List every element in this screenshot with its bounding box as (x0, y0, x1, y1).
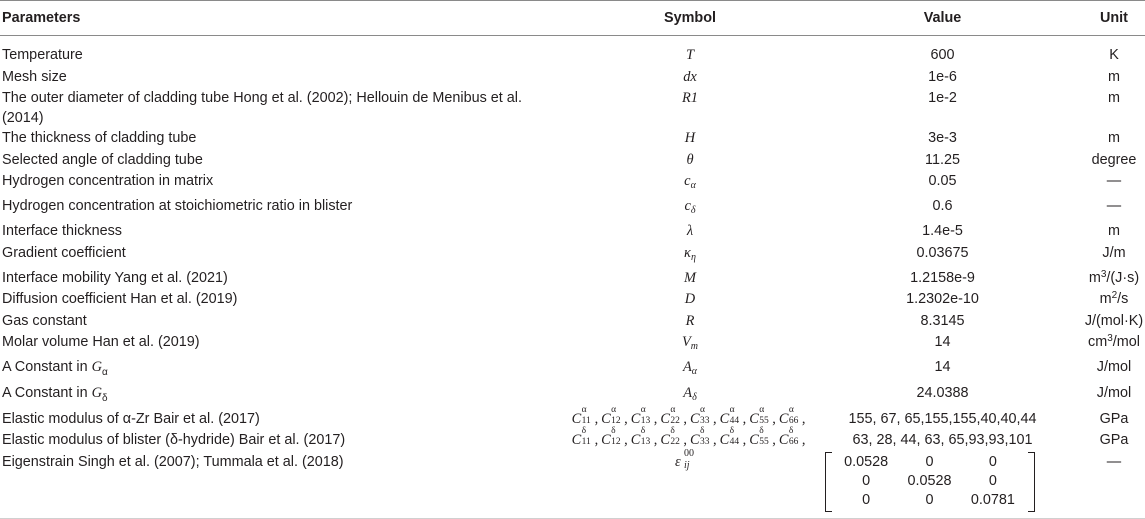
symbol-sub: m (690, 341, 699, 352)
unit-cell: m (1108, 223, 1120, 239)
stiffness-index: 66 (788, 415, 799, 426)
symbol-cell (560, 150, 820, 172)
stiffness-index: 11 (581, 415, 591, 426)
stiffness-index: 22 (670, 415, 680, 426)
value-cell: 0.05 (928, 173, 957, 189)
stiffness-index: 55 (759, 415, 769, 426)
param-cell (0, 383, 560, 409)
value-cell: 600 (930, 47, 955, 63)
stiffness-phase: δ (759, 426, 764, 437)
stiffness-phase: δ (640, 426, 646, 437)
matrix-cell: 0 (862, 491, 871, 508)
symbol: R (685, 312, 695, 329)
stiffness-base: C (719, 410, 730, 427)
symbol-sub: α (690, 180, 696, 191)
symbol-cell (560, 311, 820, 333)
stiffness-index: 13 (640, 415, 651, 426)
stiffness-base: C (690, 432, 700, 449)
symbol: c (684, 198, 691, 214)
param-text: Interface mobility Yang et al. (2021) (2, 269, 228, 286)
stiffness-index: 55 (759, 437, 769, 448)
param-cell (0, 88, 560, 128)
symbol: M (684, 269, 696, 286)
symbol: κ (684, 244, 691, 261)
table-row (0, 430, 1145, 452)
param-symbol-sub: α (102, 366, 108, 378)
matrix-cell: 0 (988, 453, 997, 470)
param-text: Elastic modulus of α-Zr Bair et al. (2017) (2, 410, 260, 427)
stiffness-phase: α (729, 404, 735, 415)
unit-cell (1065, 332, 1145, 357)
symbol-cell: C α 11 , C α 12 , C α 13 , C α 22 , C α 33 , C α 44 , C α 55 , C α 66 , (571, 404, 806, 427)
symbol: T (685, 47, 694, 63)
symbol: R1 (682, 90, 698, 106)
matrix-left-bracket (825, 452, 832, 512)
param-text: Interface thickness (2, 223, 122, 239)
stiffness-phase: α (788, 404, 794, 415)
symbol-sub: η (690, 251, 696, 263)
stiffness-base: C (660, 410, 670, 427)
param-text: The thickness of cladding tube (2, 130, 197, 146)
unit-base: cm (1088, 334, 1108, 350)
stiffness-base: C (749, 432, 759, 449)
stiffness-phase: δ (700, 426, 705, 437)
param-text: Temperature (2, 47, 83, 63)
stiffness-phase: δ (729, 426, 735, 437)
value-cell: 1.2302e-10 (906, 291, 979, 307)
symbol-cell (560, 67, 820, 89)
header-value: Value (820, 1, 1065, 36)
symbol-cell (560, 268, 820, 290)
param-cell (0, 332, 560, 357)
value-cell: 24.0388 (916, 384, 969, 401)
matrix-cell: 0 (988, 472, 997, 489)
symbol: λ (686, 223, 694, 239)
param-text: A Constant in (2, 384, 92, 401)
param-cell (0, 150, 560, 172)
matrix-right-bracket (1028, 452, 1035, 512)
stiffness-base: C (749, 410, 759, 427)
param-text: Molar volume Han et al. (2019) (2, 334, 200, 350)
table-row (0, 289, 1145, 311)
param-text: Hydrogen concentration at stoichiometric ratio in blister (2, 198, 353, 214)
param-cell (0, 430, 560, 452)
stiffness-index: 44 (729, 415, 740, 426)
matrix-cell: 0 (925, 453, 934, 470)
symbol: D (684, 291, 696, 307)
header-unit: Unit (1065, 1, 1145, 36)
matrix-row (835, 471, 1025, 491)
symbol-cell (560, 88, 820, 128)
matrix-row (835, 490, 1025, 510)
table-row (0, 383, 1145, 409)
stiffness-base: C (630, 410, 641, 427)
unit-cell: — (1065, 452, 1145, 519)
matrix-cell: 0.0781 (970, 491, 1015, 508)
param-cell (0, 128, 560, 150)
table-row (0, 196, 1145, 221)
param-text: Selected angle of cladding tube (2, 151, 203, 168)
param-text: Gradient coefficient (2, 244, 126, 261)
unit-rest: /(J·s) (1106, 269, 1140, 286)
param-cell (0, 36, 560, 67)
stiffness-symbol (719, 426, 742, 450)
symbol: c (684, 173, 691, 189)
symbol-cell (560, 196, 820, 221)
stiffness-index: 33 (700, 415, 710, 426)
stiffness-base: C (719, 432, 730, 449)
value-cell (820, 452, 1065, 519)
param-cell: Eigenstrain Singh et al. (2007); Tummala et al. (2018) (0, 452, 560, 519)
value-cell: 1.4e-5 (922, 223, 963, 239)
unit-cell: J/mol (1096, 359, 1132, 375)
param-cell (0, 196, 560, 221)
unit-cell: GPa (1099, 410, 1129, 427)
value-cell: 14 (934, 334, 951, 350)
table-row (0, 221, 1145, 243)
table-row (0, 268, 1145, 290)
stiffness-phase: α (581, 404, 587, 415)
value-cell: 63, 28, 44, 63, 65,93,93,101 (852, 432, 1033, 449)
param-text: A Constant in (2, 359, 92, 375)
symbol: dx (683, 68, 697, 85)
stiffness-index: 33 (700, 437, 710, 448)
symbol-cell (560, 128, 820, 150)
symbol-sub: δ (690, 205, 696, 216)
stiffness-base: C (571, 410, 582, 427)
param-cell (0, 289, 560, 311)
stiffness-symbol (749, 426, 771, 450)
param-text: Hydrogen concentration in matrix (2, 173, 214, 189)
stiffness-index: 12 (611, 437, 621, 448)
unit-cell: — (1106, 173, 1122, 189)
table-row (0, 357, 1145, 383)
header-row (0, 1, 1145, 36)
value-cell: 0.03675 (916, 244, 969, 261)
stiffness-base: C (571, 432, 582, 449)
table-row (0, 67, 1145, 89)
stiffness-phase: δ (581, 426, 587, 437)
stiffness-phase: α (759, 404, 765, 415)
unit-cell (1065, 268, 1145, 290)
param-cell (0, 409, 560, 431)
matrix-cell: 0 (925, 491, 934, 508)
param-cell (0, 67, 560, 89)
symbol: A (682, 359, 692, 375)
symbol-cell (560, 243, 820, 268)
stiffness-phase: α (640, 404, 646, 415)
unit-base: m (1099, 291, 1112, 307)
matrix-cell: 0.0528 (844, 453, 889, 470)
symbol-cell: C δ 11 , C δ 12 , C δ 13 , C δ 22 , C δ 33 , C δ 44 , C δ 55 , C δ 66 , (571, 426, 806, 449)
symbol-cell (560, 383, 820, 409)
unit-cell: J/(mol·K) (1084, 312, 1144, 329)
stiffness-base: C (690, 410, 700, 427)
param-text: Gas constant (2, 312, 87, 329)
param-cell (0, 268, 560, 290)
stiffness-phase: δ (788, 426, 794, 437)
value-cell: 8.3145 (920, 312, 965, 329)
symbol-sub: α (691, 366, 698, 377)
table-row (0, 332, 1145, 357)
table-row (0, 36, 1145, 67)
header-parameters: Parameters (0, 1, 560, 36)
stiffness-base: C (778, 432, 789, 449)
stiffness-symbol (660, 426, 682, 450)
stiffness-index: 44 (729, 437, 740, 448)
value-cell: 1e-6 (928, 68, 957, 85)
stiffness-phase: α (670, 404, 676, 415)
header-symbol: Symbol (560, 1, 820, 36)
symbol-cell (560, 332, 820, 357)
stiffness-phase: α (700, 404, 705, 415)
unit-exponent: 2 (1111, 290, 1118, 301)
stiffness-index: 11 (581, 437, 591, 448)
stiffness-base: C (778, 410, 789, 427)
unit-exponent: 3 (1100, 268, 1107, 280)
symbol-sub: δ (692, 391, 697, 403)
stiffness-index: 12 (611, 415, 621, 426)
stiffness-base: C (601, 432, 611, 449)
symbol: H (684, 130, 696, 146)
value-cell: 11.25 (925, 151, 960, 168)
unit-rest: /s (1117, 291, 1129, 307)
value-cell: 155, 67, 65,155,155,40,40,44 (848, 410, 1037, 427)
symbol-cell (560, 171, 820, 196)
unit-cell: degree (1091, 151, 1137, 168)
table-row (0, 311, 1145, 333)
value-cell: 1e-2 (928, 90, 957, 106)
table-row (0, 128, 1145, 150)
stiffness-symbol (630, 426, 653, 450)
param-symbol: G (91, 359, 103, 375)
param-text: Diffusion coefficient Han et al. (2019) (2, 291, 238, 307)
unit-cell: m (1108, 68, 1120, 85)
eigenstrain-symbol: ε 00 ij (675, 447, 694, 471)
stiffness-index: 22 (670, 437, 680, 448)
param-text: Mesh size (2, 68, 67, 85)
matrix-cell: 0 (862, 472, 871, 489)
table-row (0, 409, 1145, 431)
stiffness-base: C (630, 432, 641, 449)
symbol-cell (560, 447, 820, 519)
table-row-eigenstrain (0, 452, 1145, 519)
table-row (0, 171, 1145, 196)
symbol-cell (560, 36, 820, 67)
unit-base: m (1088, 269, 1101, 286)
value-cell: 3e-3 (928, 130, 957, 146)
table-row (0, 150, 1145, 172)
param-text-continued: (2014) (2, 110, 44, 126)
symbol-cell (560, 289, 820, 311)
stiffness-base: C (660, 432, 670, 449)
matrix-cell: 0.0528 (907, 472, 952, 489)
param-cell (0, 243, 560, 268)
table-body (0, 36, 1145, 519)
param-symbol-sub: δ (102, 392, 108, 404)
symbol: A (683, 384, 693, 401)
stiffness-phase: δ (670, 426, 675, 437)
symbol: θ (686, 151, 694, 168)
stiffness-symbol (571, 426, 594, 450)
table-row (0, 243, 1145, 268)
stiffness-phase: δ (611, 426, 616, 437)
stiffness-index: 66 (788, 437, 799, 448)
matrix-row (835, 452, 1025, 472)
stiffness-base: C (601, 410, 611, 427)
param-cell (0, 221, 560, 243)
stiffness-symbol (601, 426, 623, 450)
symbol-cell (560, 221, 820, 243)
param-cell (0, 171, 560, 196)
value-cell: 14 (934, 359, 951, 375)
stiffness-index: 13 (640, 437, 651, 448)
table-row (0, 88, 1145, 128)
unit-exponent: 3 (1107, 333, 1113, 344)
unit-cell: m (1108, 90, 1120, 106)
unit-cell: J/m (1102, 244, 1126, 261)
value-cell: 1.2158e-9 (910, 269, 975, 286)
stiffness-phase: α (611, 404, 617, 415)
unit-cell: K (1109, 47, 1119, 63)
param-cell (0, 357, 560, 383)
eigenstrain-matrix (825, 452, 1035, 512)
unit-cell: GPa (1099, 432, 1129, 449)
param-symbol: G (91, 384, 103, 401)
param-text: The outer diameter of cladding tube Hong et al. (2002); Hellouin de Menibus et al. (2, 90, 522, 106)
unit-cell (1065, 289, 1145, 311)
stiffness-symbol (778, 426, 801, 450)
param-text: Elastic modulus of blister (δ-hydride) Bair et al. (2017) (2, 432, 346, 449)
symbol: V (681, 334, 691, 350)
param-cell (0, 311, 560, 333)
symbol-cell (560, 357, 820, 383)
unit-rest: /mol (1112, 334, 1140, 350)
value-cell: 0.6 (932, 198, 953, 214)
unit-cell: J/mol (1096, 384, 1132, 401)
unit-cell: — (1106, 198, 1122, 214)
unit-cell: m (1108, 130, 1120, 146)
